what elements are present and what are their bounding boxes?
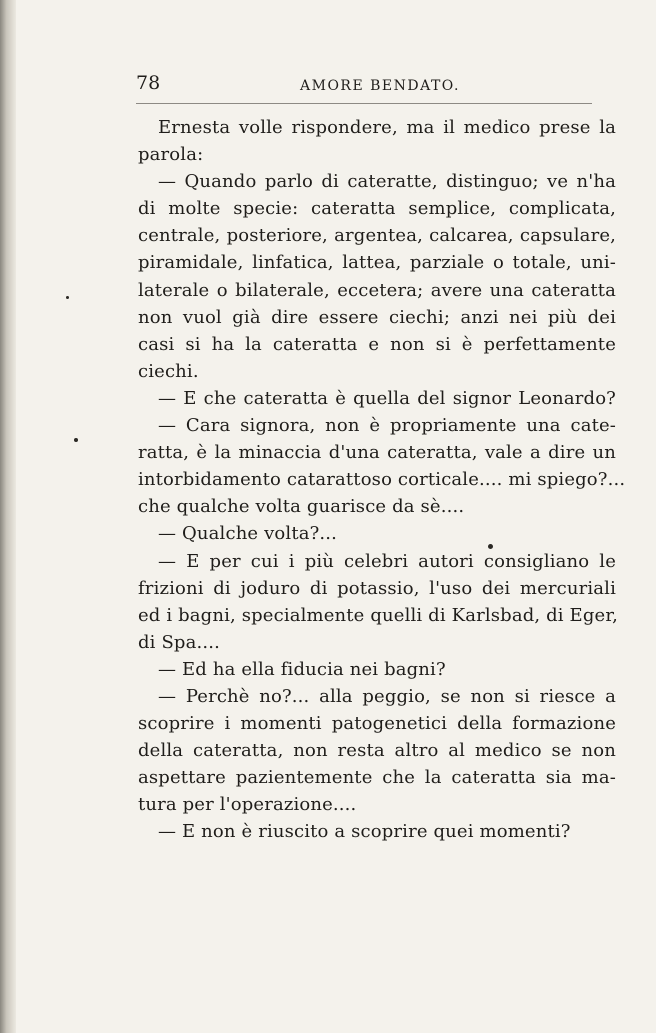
text-line: intorbidamento catarattoso corticale.... mi spiego?... bbox=[138, 469, 626, 491]
text-line: aspettare pazientemente che la cateratta sia ma- bbox=[138, 767, 616, 789]
text-line: parola: bbox=[138, 144, 204, 166]
text-line: — E non è riuscito a scoprire quei momenti? bbox=[158, 821, 571, 843]
page-number: 78 bbox=[136, 72, 161, 94]
text-line: ed i bagni, specialmente quelli di Karlsbad, di Eger, bbox=[138, 604, 618, 626]
text-line: — Cara signora, non è propriamente una cate- bbox=[158, 415, 616, 437]
text-line: ciechi. bbox=[138, 360, 199, 382]
running-title: AMORE BENDATO. bbox=[300, 78, 460, 94]
text-line: — Qualche volta?... bbox=[158, 523, 338, 545]
text-line: ratta, è la minaccia d'una cateratta, vale a dire un bbox=[138, 442, 616, 464]
text-line: che qualche volta guarisce da sè.... bbox=[138, 496, 465, 518]
text-line: tura per l'operazione.... bbox=[138, 794, 357, 816]
ink-speck bbox=[488, 544, 493, 549]
header-rule bbox=[136, 103, 592, 104]
text-line: scoprire i momenti patogenetici della formazione bbox=[138, 713, 616, 735]
text-line: casi si ha la cateratta e non si è perfettamente bbox=[138, 333, 616, 355]
text-line: frizioni di joduro di potassio, l'uso dei mercuriali bbox=[138, 577, 616, 599]
text-line: di molte specie: cateratta semplice, complicata, bbox=[138, 198, 616, 220]
ink-speck bbox=[66, 296, 69, 299]
text-line: della cateratta, non resta altro al medico se non bbox=[138, 740, 616, 762]
text-line: centrale, posteriore, argentea, calcarea, capsulare, bbox=[138, 225, 616, 247]
text-line: — Ed ha ella fiducia nei bagni? bbox=[158, 658, 446, 680]
text-line: — Perchè no?... alla peggio, se non si riesce a bbox=[158, 685, 616, 707]
running-head bbox=[136, 72, 580, 98]
text-line: — E per cui i più celebri autori consigliano le bbox=[158, 550, 616, 572]
text-line: laterale o bilaterale, eccetera; avere una cateratta bbox=[138, 279, 616, 301]
text-line: di Spa.... bbox=[138, 631, 220, 653]
text-line: — Quando parlo di cateratte, distinguo; ve n'ha bbox=[158, 171, 616, 193]
body-text bbox=[138, 114, 626, 846]
binding-edge bbox=[0, 0, 16, 1033]
ink-speck bbox=[74, 438, 78, 442]
text-line: piramidale, linfatica, lattea, parziale o totale, uni- bbox=[138, 252, 616, 274]
text-line: Ernesta volle rispondere, ma il medico prese la bbox=[158, 117, 616, 138]
text-line: — E che cateratta è quella del signor Leonardo? bbox=[158, 387, 616, 409]
text-line: non vuol già dire essere ciechi; anzi nei più dei bbox=[138, 306, 616, 328]
